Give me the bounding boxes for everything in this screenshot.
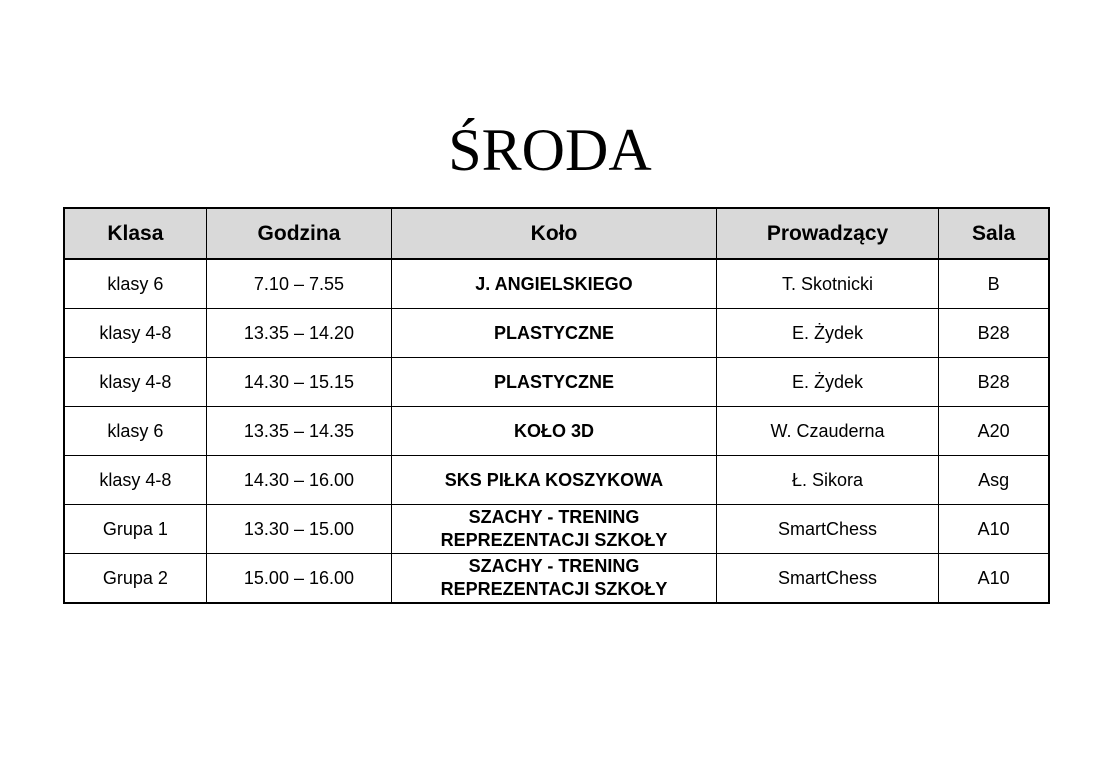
cell-godzina: 14.30 – 16.00 <box>206 456 391 505</box>
cell-godzina: 13.30 – 15.00 <box>206 505 391 554</box>
table-row <box>64 407 1049 456</box>
cell-godzina: 15.00 – 16.00 <box>206 554 391 604</box>
table-row <box>64 309 1049 358</box>
cell-sala: A20 <box>939 407 1049 456</box>
cell-klasa: Grupa 2 <box>64 554 206 604</box>
table-row <box>64 554 1049 604</box>
cell-klasa: klasy 4-8 <box>64 358 206 407</box>
page-title: ŚRODA <box>448 117 652 183</box>
cell-klasa: Grupa 1 <box>64 505 206 554</box>
cell-prowadzacy: Ł. Sikora <box>716 456 938 505</box>
table-body <box>64 259 1049 603</box>
cell-kolo: PLASTYCZNE <box>392 358 717 407</box>
cell-prowadzacy: SmartChess <box>716 505 938 554</box>
cell-kolo-line2: REPREZENTACJI SZKOŁY <box>440 579 668 599</box>
cell-sala: A10 <box>939 554 1049 604</box>
cell-kolo-line1: SZACHY - TRENING <box>468 507 640 527</box>
cell-kolo <box>392 554 717 604</box>
cell-godzina: 14.30 – 15.15 <box>206 358 391 407</box>
cell-kolo-line2: REPREZENTACJI SZKOŁY <box>440 530 668 550</box>
header-prowadzacy: Prowadzący <box>716 208 938 259</box>
table-header <box>64 208 1049 259</box>
cell-prowadzacy: E. Żydek <box>716 358 938 407</box>
header-sala: Sala <box>939 208 1049 259</box>
table-row <box>64 358 1049 407</box>
cell-godzina: 13.35 – 14.35 <box>206 407 391 456</box>
cell-prowadzacy: W. Czauderna <box>716 407 938 456</box>
cell-kolo: J. ANGIELSKIEGO <box>392 259 717 309</box>
cell-godzina: 13.35 – 14.20 <box>206 309 391 358</box>
cell-sala: A10 <box>939 505 1049 554</box>
cell-sala: B28 <box>939 358 1049 407</box>
cell-sala: B28 <box>939 309 1049 358</box>
cell-klasa: klasy 4-8 <box>64 456 206 505</box>
cell-kolo: SKS PIŁKA KOSZYKOWA <box>392 456 717 505</box>
cell-kolo-line1: SZACHY - TRENING <box>468 556 640 576</box>
cell-prowadzacy: E. Żydek <box>716 309 938 358</box>
cell-klasa: klasy 6 <box>64 259 206 309</box>
cell-prowadzacy: SmartChess <box>716 554 938 604</box>
table-row <box>64 259 1049 309</box>
header-klasa: Klasa <box>64 208 206 259</box>
cell-kolo: PLASTYCZNE <box>392 309 717 358</box>
cell-sala: Asg <box>939 456 1049 505</box>
table-row <box>64 456 1049 505</box>
cell-klasa: klasy 4-8 <box>64 309 206 358</box>
cell-klasa: klasy 6 <box>64 407 206 456</box>
header-godzina: Godzina <box>206 208 391 259</box>
cell-kolo <box>392 505 717 554</box>
table-row <box>64 505 1049 554</box>
header-row <box>64 208 1049 259</box>
schedule-table <box>63 207 1050 604</box>
header-kolo: Koło <box>392 208 717 259</box>
cell-kolo: KOŁO 3D <box>392 407 717 456</box>
cell-godzina: 7.10 – 7.55 <box>206 259 391 309</box>
cell-prowadzacy: T. Skotnicki <box>716 259 938 309</box>
cell-sala: B <box>939 259 1049 309</box>
